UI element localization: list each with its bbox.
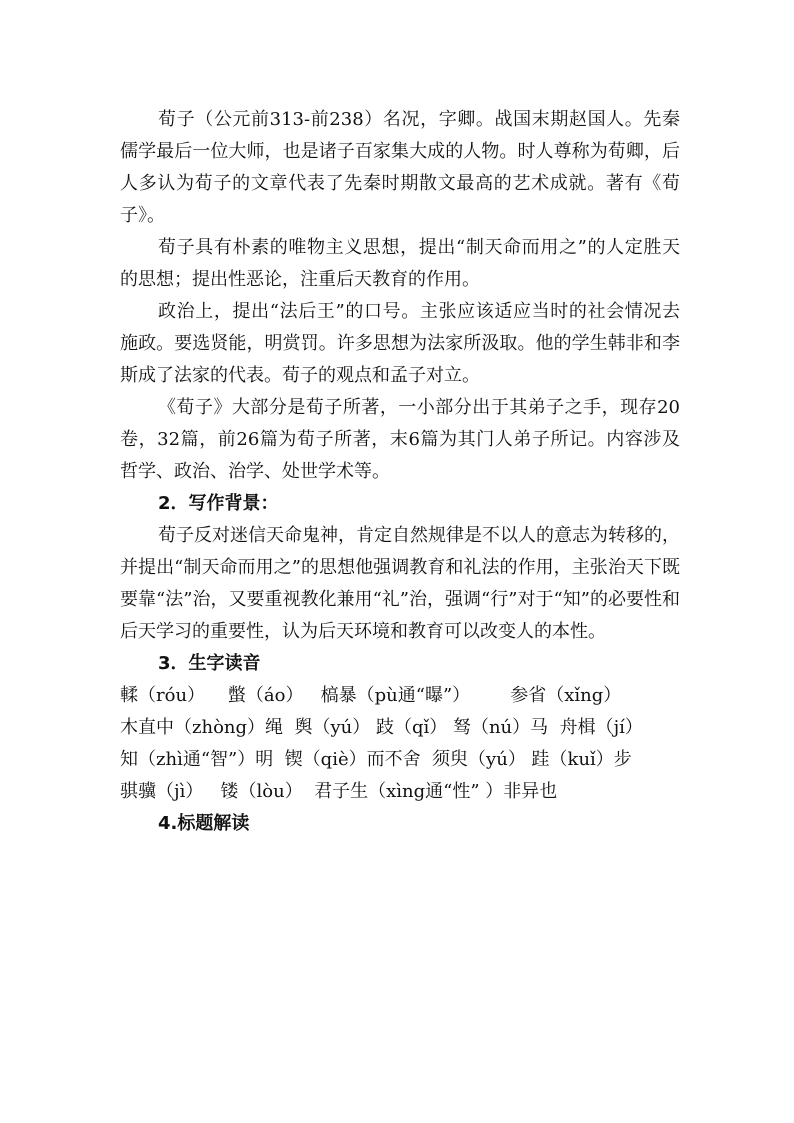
paragraph-xunzi-thought: 荀子具有朴素的唯物主义思想，提出“制天命而用之”的人定胜天的思想；提出性恶论，注重后天教育的作用。 xyxy=(120,237,680,290)
paragraph-xunzi-book: 《荀子》大部分是荀子所著，一小部分出于其弟子之手，现存20卷，32篇，前26篇为荀子所著，末6篇为其门人弟子所记。内容涉及哲学、政治、治学、处世学术等。 xyxy=(120,397,680,482)
section-heading-pronunciation: 3．生字读音 xyxy=(158,653,261,674)
section-heading-title-interpretation: 4.标题解读 xyxy=(158,813,250,834)
paragraph-xunzi-politics: 政治上，提出“法后王”的口号。主张应该适应当时的社会情况去施政。要选贤能，明赏罚。许多思想为法家所汲取。他的学生韩非和李斯成了法家的代表。荀子的观点和孟子对立。 xyxy=(120,301,680,386)
section-heading-writing-background: 2．写作背景： xyxy=(158,493,279,514)
pronunciation-line-4: 骐骥（jì） 镂（lòu） 君子生（xìng通“性” ）非异也 xyxy=(120,781,558,802)
paragraph-writing-background: 荀子反对迷信天命鬼神，肯定自然规律是不以人的意志为转移的，并提出“制天命而用之”的思想他强调教育和礼法的作用，主张治天下既要靠“法”治，又要重视教化兼用“礼”治，强调“行”对于“知”的必要性和后天学习的重要性，认为后天环境和教育可以改变人的本性。 xyxy=(120,525,680,642)
pronunciation-line-2: 木直中（zhòng）绳 舆（yú） 跂（qǐ） 驽（nú）马 舟楫（jí） xyxy=(120,717,643,738)
paragraph-xunzi-bio: 荀子（公元前313-前238）名况，字卿。战国末期赵国人。先秦儒学最后一位大师，也是诸子百家集大成的人物。时人尊称为荀卿，后人多认为荀子的文章代表了先秦时期散文最高的艺术成就。著有《荀子》。 xyxy=(120,109,680,226)
pronunciation-line-1: 輮（róu） 蟞（áo） 槁暴（pù通“曝”） 参省（xǐng） xyxy=(120,685,622,706)
pronunciation-line-3: 知（zhì通“智”）明 锲（qiè）而不舍 须臾（yú） 跬（kuǐ）步 xyxy=(120,749,632,770)
document-body xyxy=(120,104,680,840)
